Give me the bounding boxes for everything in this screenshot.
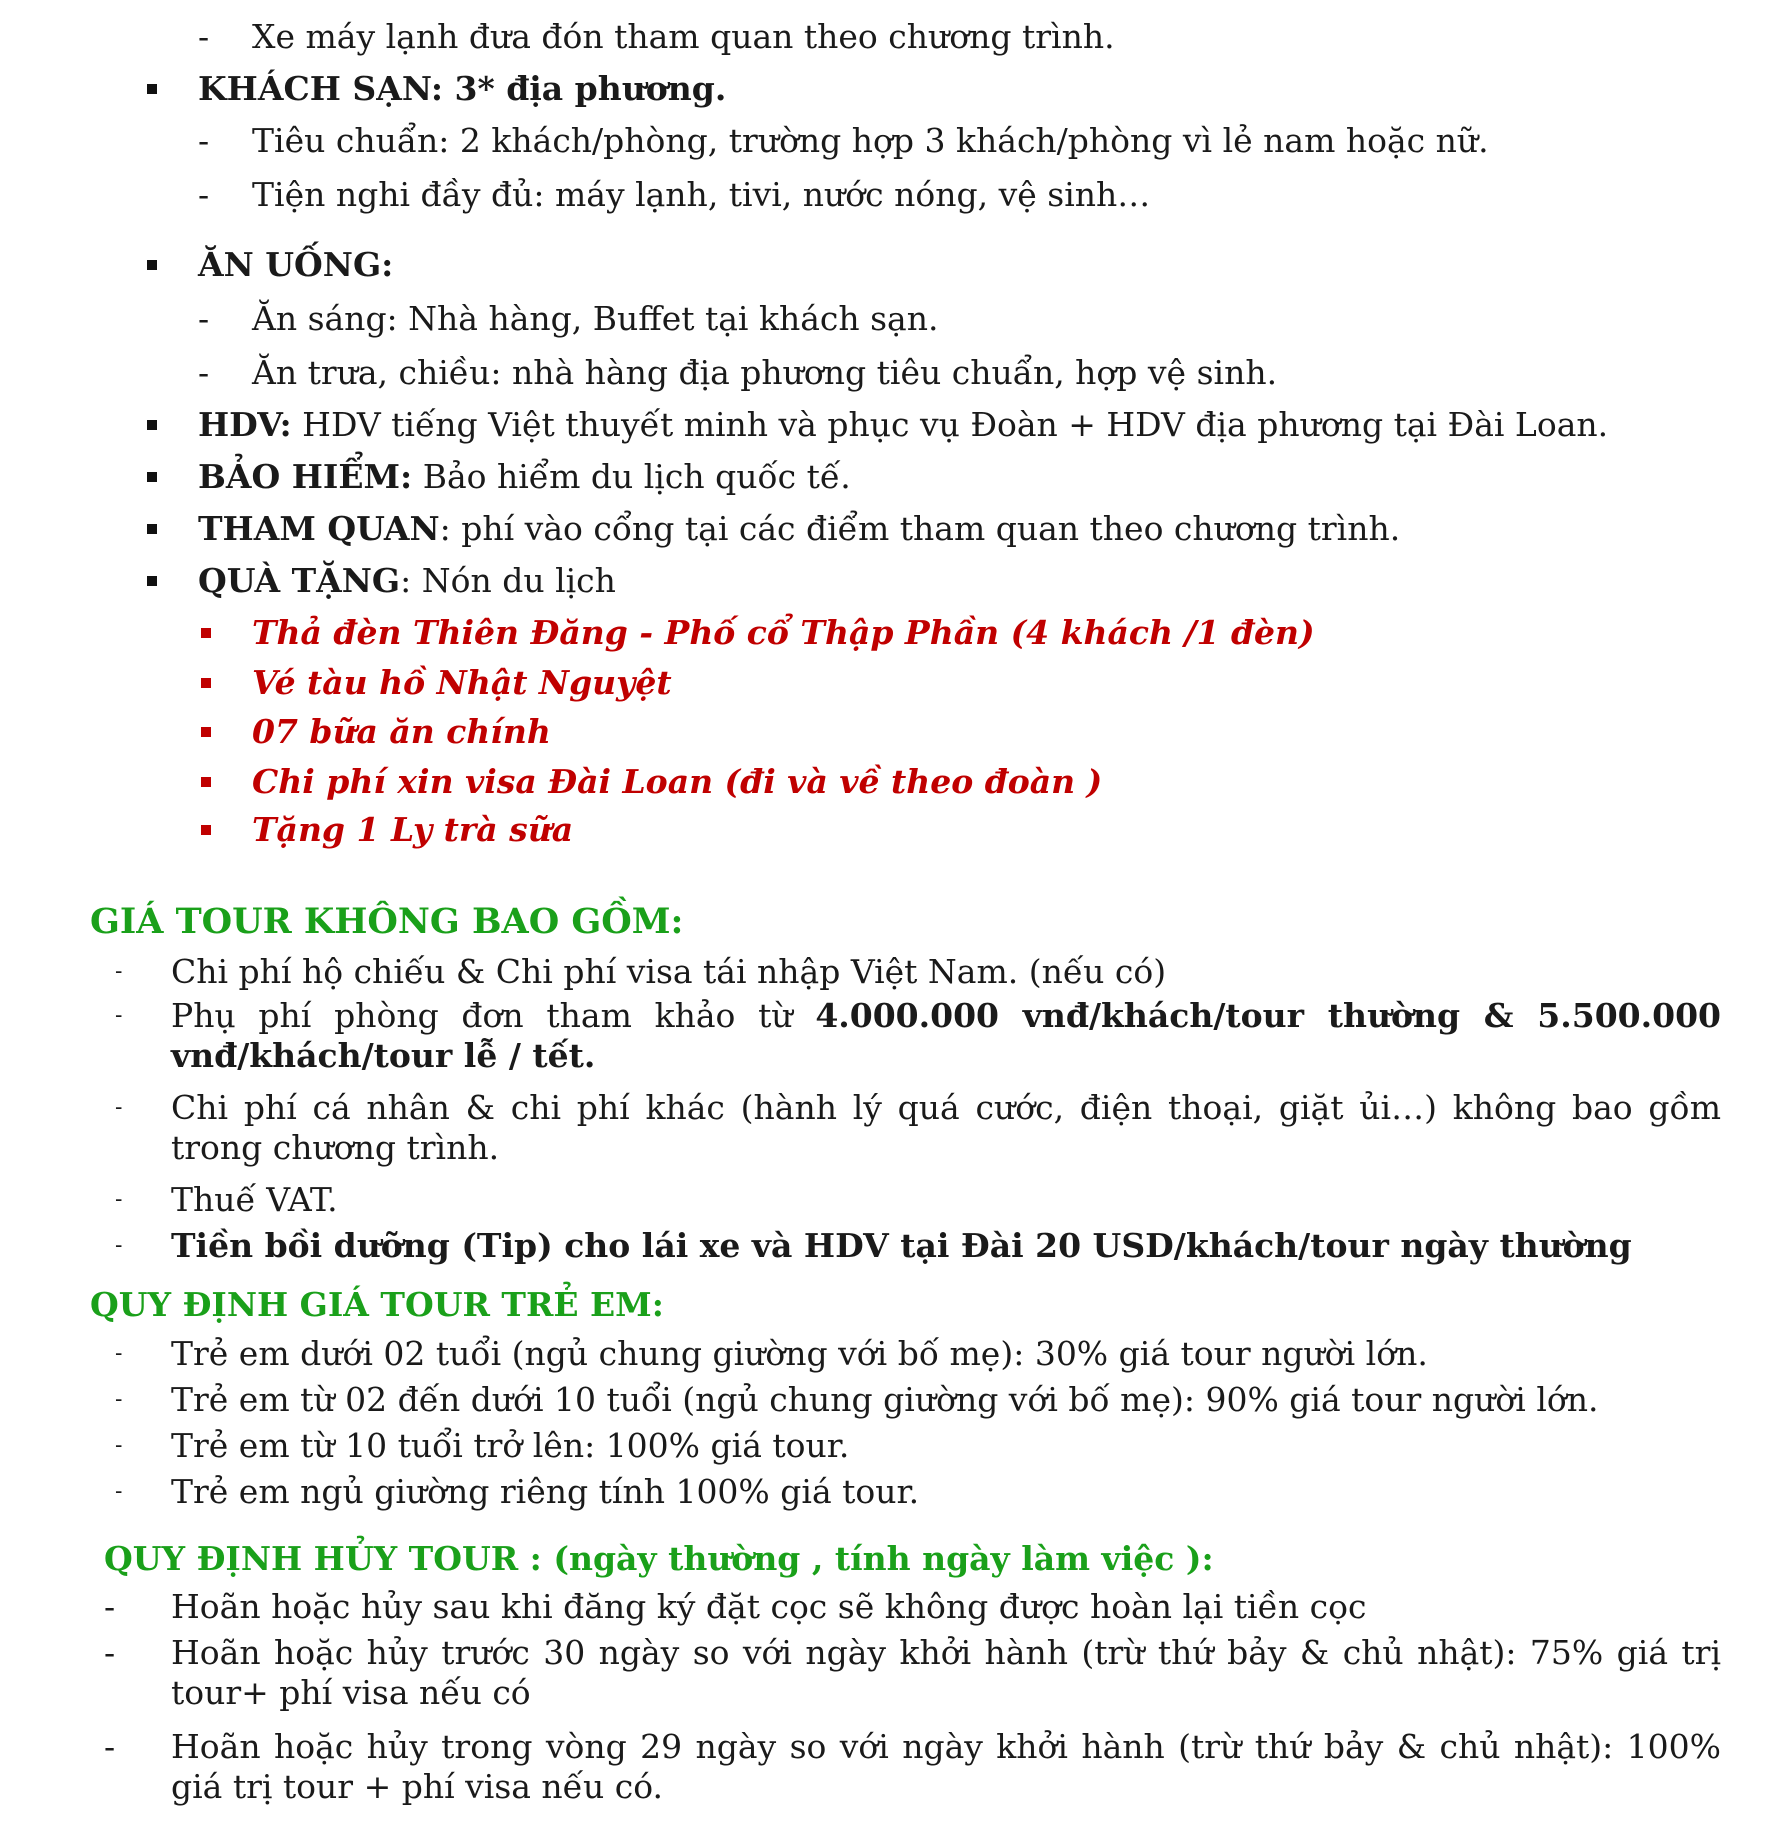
gift-extra-item: Thả đèn Thiên Đăng - Phố cổ Thập Phần (4 khách /1 đèn) — [252, 613, 1315, 652]
meals-item: Ăn trưa, chiều: nhà hàng địa phương tiêu chuẩn, hợp vệ sinh. — [252, 353, 1278, 392]
dash-bullet: - — [115, 1341, 123, 1366]
red-square-bullet-icon — [201, 727, 211, 737]
not-included-item-surcharge — [171, 996, 1721, 1076]
children-heading: QUY ĐỊNH GIÁ TOUR TRẺ EM: — [90, 1285, 664, 1324]
guide-line — [198, 405, 1608, 445]
hotel-label: KHÁCH SẠN: 3* địa phương. — [198, 69, 727, 108]
square-bullet-icon — [147, 260, 157, 270]
dash-bullet: - — [115, 1233, 123, 1258]
meals-label: ĂN UỐNG: — [198, 245, 394, 284]
guide-text: HDV tiếng Việt thuyết minh và phục vụ Đoàn + HDV địa phương tại Đài Loan. — [291, 405, 1609, 444]
not-included-item: Chi phí hộ chiếu & Chi phí visa tái nhập Việt Nam. (nếu có) — [171, 952, 1167, 991]
children-item: Trẻ em từ 10 tuổi trở lên: 100% giá tour. — [171, 1426, 850, 1465]
square-bullet-icon — [147, 524, 157, 534]
cancellation-item: Hoãn hoặc hủy trước 30 ngày so với ngày khởi hành (trừ thứ bảy & chủ nhật): 75% giá trị tour+ phí visa nếu có — [171, 1633, 1721, 1712]
dash-bullet: - — [198, 353, 210, 392]
dash-bullet: - — [198, 17, 210, 56]
sightseeing-line — [198, 509, 1400, 549]
dash-bullet: - — [198, 175, 210, 214]
square-bullet-icon — [147, 84, 157, 94]
dash-bullet: - — [115, 1187, 123, 1212]
dash-bullet: - — [104, 1587, 116, 1626]
dash-bullet: - — [115, 1003, 123, 1028]
insurance-text: Bảo hiểm du lịch quốc tế. — [412, 457, 851, 496]
square-bullet-icon — [147, 420, 157, 430]
gifts-line — [198, 561, 616, 601]
surcharge-amount: 4.000.000 vnđ/khách/tour thường & 5.500.000 vnđ/khách/tour lễ / tết. — [171, 996, 1721, 1075]
red-square-bullet-icon — [201, 628, 211, 638]
sightseeing-text: : phí vào cổng tại các điểm tham quan theo chương trình. — [439, 509, 1401, 548]
hotel-item: Tiện nghi đầy đủ: máy lạnh, tivi, nước nóng, vệ sinh… — [252, 175, 1151, 214]
not-included-item: Thuế VAT. — [171, 1180, 338, 1219]
dash-bullet: - — [198, 121, 210, 160]
gift-extra-item: Vé tàu hồ Nhật Nguyệt — [252, 663, 672, 702]
gifts-label: QUÀ TẶNG — [198, 561, 401, 600]
dash-bullet: - — [115, 1095, 123, 1120]
meals-item: Ăn sáng: Nhà hàng, Buffet tại khách sạn. — [252, 299, 939, 338]
insurance-line — [198, 457, 851, 497]
hotel-item: Tiêu chuẩn: 2 khách/phòng, trường hợp 3 khách/phòng vì lẻ nam hoặc nữ. — [252, 121, 1489, 160]
surcharge-text: Phụ phí phòng đơn tham khảo từ — [171, 996, 816, 1035]
cancellation-item: Hoãn hoặc hủy sau khi đăng ký đặt cọc sẽ không được hoàn lại tiền cọc — [171, 1587, 1367, 1626]
children-item: Trẻ em ngủ giường riêng tính 100% giá tour. — [171, 1472, 920, 1511]
guide-label: HDV: — [198, 405, 292, 444]
red-square-bullet-icon — [201, 678, 211, 688]
gift-extra-item: 07 bữa ăn chính — [252, 712, 551, 751]
gift-extra-item: Chi phí xin visa Đài Loan (đi và về theo đoàn ) — [252, 762, 1103, 801]
sightseeing-label: THAM QUAN — [198, 509, 440, 548]
dash-bullet: - — [104, 1727, 116, 1766]
not-included-heading: GIÁ TOUR KHÔNG BAO GỒM: — [90, 901, 684, 942]
red-square-bullet-icon — [201, 825, 211, 835]
square-bullet-icon — [147, 576, 157, 586]
red-square-bullet-icon — [201, 777, 211, 787]
dash-bullet: - — [115, 1433, 123, 1458]
insurance-label: BẢO HIỂM: — [198, 457, 413, 496]
cancellation-heading: QUY ĐỊNH HỦY TOUR : (ngày thường , tính ngày làm việc ): — [104, 1539, 1214, 1578]
not-included-item: Chi phí cá nhân & chi phí khác (hành lý quá cước, điện thoại, giặt ủi…) không bao gồm trong chương trình. — [171, 1088, 1721, 1167]
dash-bullet: - — [115, 1479, 123, 1504]
children-item: Trẻ em từ 02 đến dưới 10 tuổi (ngủ chung giường với bố mẹ): 90% giá tour người lớn. — [171, 1380, 1599, 1419]
cancellation-item: Hoãn hoặc hủy trong vòng 29 ngày so với ngày khởi hành (trừ thứ bảy & chủ nhật): 100% giá trị tour + phí visa nếu có. — [171, 1727, 1721, 1806]
children-item: Trẻ em dưới 02 tuổi (ngủ chung giường với bố mẹ): 30% giá tour người lớn. — [171, 1334, 1428, 1373]
gift-extra-item: Tặng 1 Ly trà sữa — [252, 810, 574, 849]
dash-bullet: - — [104, 1633, 116, 1672]
transport-line: Xe máy lạnh đưa đón tham quan theo chương trình. — [252, 17, 1115, 56]
dash-bullet: - — [115, 1387, 123, 1412]
gifts-text: : Nón du lịch — [400, 561, 616, 600]
dash-bullet: - — [198, 299, 210, 338]
dash-bullet: - — [115, 959, 123, 984]
not-included-item-tip: Tiền bồi dưỡng (Tip) cho lái xe và HDV tại Đài 20 USD/khách/tour ngày thường — [171, 1226, 1632, 1265]
square-bullet-icon — [147, 472, 157, 482]
